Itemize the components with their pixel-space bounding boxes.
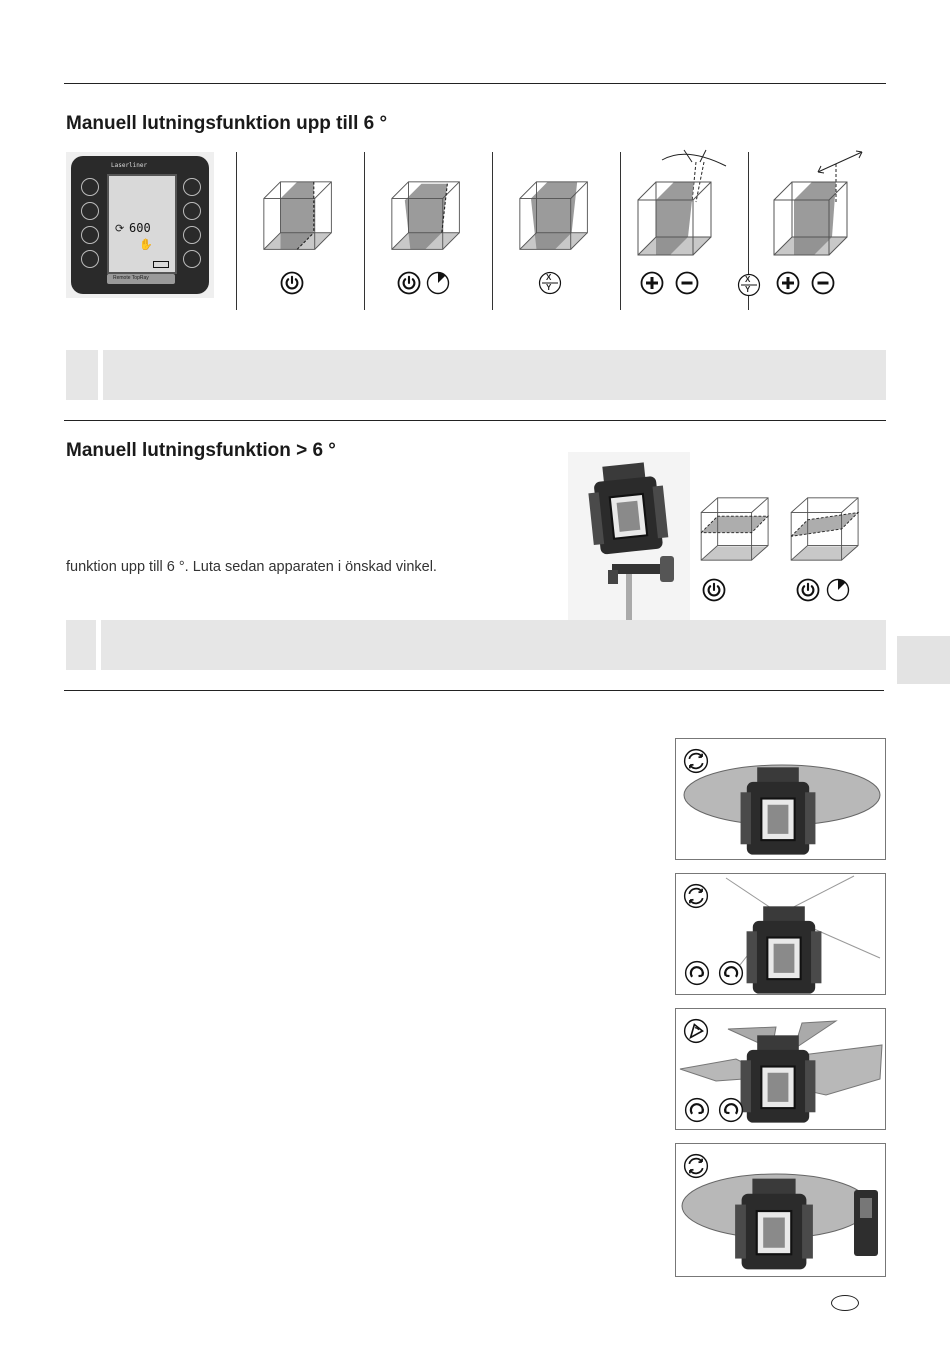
step-separator-4 [620,152,621,310]
remote-right-button-2[interactable] [183,202,201,220]
remote-footer-panel [107,274,175,284]
device-on-tripod-photo [568,452,690,620]
power-icon[interactable] [796,578,820,602]
receiver-mode-panel [675,1143,886,1277]
rotation-mode-icon[interactable] [683,883,709,909]
minus-button-icon[interactable] [675,271,699,295]
rotation-mode-icon[interactable] [683,1153,709,1179]
timer-icon [426,271,450,295]
rotation-mode-panel [675,738,886,860]
xy-switch-icon[interactable] [737,273,761,297]
step4-cube-diagram [634,142,734,260]
xy-icon-y: Y [546,283,552,292]
remote-right-button-4[interactable] [183,250,201,268]
section2-rule [64,420,886,421]
step2-cube-diagram [390,180,464,254]
note-bar-marker [66,620,96,670]
power-icon[interactable] [397,271,421,295]
remote-left-button-1[interactable] [81,178,99,196]
step-separator-2 [364,152,365,310]
xy-icon-y: Y [745,285,751,294]
line-mode-panel [675,873,886,995]
step1-cube-diagram [262,180,336,254]
section3-rule [64,690,884,691]
horizontal-plane-cube-2 [789,496,863,562]
plus-button-icon[interactable] [640,271,664,295]
horizontal-plane-cube-1 [699,496,773,562]
timer-icon [826,578,850,602]
remote-left-button-3[interactable] [81,226,99,244]
step-separator-1 [236,152,237,310]
remote-control [66,152,214,298]
step3-cube-diagram [518,180,592,254]
scan-mode-icon[interactable] [683,1018,709,1044]
step-separator-3 [492,152,493,310]
minus-button-icon[interactable] [811,271,835,295]
remote-footer-label: Remote TopRay [113,275,149,281]
note-bar [103,350,886,400]
top-rule [64,83,886,84]
remote-power-button[interactable] [81,250,99,268]
rotate-clockwise-icon[interactable] [684,960,710,986]
section1-title: Manuell lutningsfunktion upp till 6 ° [66,113,388,134]
hand-icon: ✋ [139,239,153,251]
battery-icon [153,261,169,268]
plus-button-icon[interactable] [776,271,800,295]
rotate-counterclockwise-icon[interactable] [718,960,744,986]
remote-lcd [107,174,177,274]
language-badge [831,1295,859,1311]
section2-text: funktion upp till 6 °. Luta sedan apparaten i önskad vinkel. [66,559,437,575]
remote-body [71,156,209,294]
section2-title: Manuell lutningsfunktion > 6 ° [66,440,336,461]
rotation-icon: ⟳ [115,223,125,235]
rotation-mode-icon[interactable] [683,748,709,774]
remote-right-button-1[interactable] [183,178,201,196]
remote-left-button-2[interactable] [81,202,99,220]
chapter-side-tab [897,636,950,684]
scan-mode-panel [675,1008,886,1130]
xy-switch-icon[interactable] [538,271,562,295]
note-bar [101,620,886,670]
rotate-counterclockwise-icon[interactable] [718,1097,744,1123]
remote-brand: Laserliner [111,162,148,169]
lcd-value: 600 [129,221,151,235]
power-icon[interactable] [702,578,726,602]
remote-right-button-3[interactable] [183,226,201,244]
note-bar-marker [66,350,98,400]
power-icon[interactable] [280,271,304,295]
step5-cube-diagram [770,142,870,260]
xy-icon-x: X [546,273,552,282]
rotate-clockwise-icon[interactable] [684,1097,710,1123]
xy-icon-x: X [745,275,751,284]
